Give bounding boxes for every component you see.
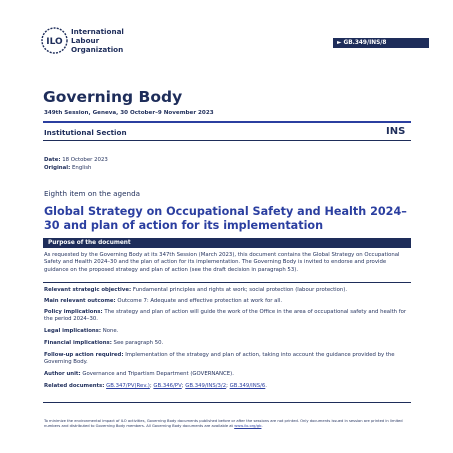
related-doc-link[interactable]: GB.346/PV [153,383,182,389]
item-label: Author unit: [44,371,81,377]
date-line [44,157,108,163]
ilo-logo [41,27,181,57]
item-value: Outcome 7: Adequate and effective protection at work for all. [117,298,283,304]
end-period: . [265,383,267,389]
item-label: Relevant strategic objective: [44,287,132,293]
related-doc-link[interactable]: GB.347/PV(Rev.) [106,383,150,389]
footer-rule [43,402,411,403]
item-label: Main relevant outcome: [44,298,116,304]
org-name: International Labour Organization [71,27,124,54]
item-label: Policy implications: [44,309,103,315]
item-follow-up [44,352,410,367]
svg-text:ILO: ILO [46,37,63,47]
item-value: Governance and Tripartism Department (GOVERNANCE). [82,371,234,377]
footer-note [44,419,410,429]
item-author-unit [44,371,410,378]
section-top-rule [43,121,411,123]
item-value: Fundamental principles and rights at work; social protection (labour protection). [132,287,348,293]
section-bottom-rule [43,140,411,141]
document-title: Global Strategy on Occupational Safety and Health 2024–30 and plan of action for its implementation [44,205,407,232]
item-related-documents [44,383,410,390]
item-strategic-objective [44,287,410,294]
item-policy-implications [44,309,410,324]
footer-link[interactable]: www.ilo.org/gb [234,424,262,428]
original-value: English [72,165,92,171]
item-label: Financial implications: [44,340,112,346]
date-label: Date: [44,157,61,163]
purpose-text: As requested by the Governing Body at its 347th Session (March 2023), this document contains the Global Strategy on Occupational Safety and Health 2024–30 and the plan of action for its implementation. The Governing Body is invited to endorse and provide guidance on the proposed strategy and plan of action (see the draft decision in paragraph 53). [44,252,400,273]
item-label: Related documents: [44,383,105,389]
session-line: 349th Session, Geneva, 30 October–9 November 2023 [44,110,214,116]
original-label: Original: [44,165,71,171]
related-doc-link[interactable]: GB.349/INS/6 [229,383,266,389]
purpose-heading: Purpose of the document [43,238,411,248]
separator: ; [181,383,186,389]
item-value: The strategy and plan of action will guide the work of the Office in the area of occupational safety and health for the period 2024–30. [44,309,407,323]
separator: ; [149,383,154,389]
purpose-rule [43,282,411,283]
footer-text: To minimize the environmental impact of ILO activities, Governing Body documents published before or after the sessions are not printed. Only documents issued in session are printed in limited numbers and distributed to Governing Body members. All Governing Body documents are available at [44,419,403,428]
section-name: Institutional Section [44,128,127,137]
item-value: None. [102,328,119,334]
date-value: 18 October 2023 [62,157,108,163]
ilo-logo-icon [41,27,68,54]
item-label: Legal implications: [44,328,101,334]
item-financial-implications [44,340,410,347]
item-value: See paragraph 50. [113,340,164,346]
document-number: ► GB.349/INS/8 [333,38,429,48]
section-code: INS [386,126,406,137]
separator: ; [226,383,230,389]
item-label: Follow-up action required: [44,352,124,358]
meeting-title: Governing Body [43,88,183,106]
item-value: Implementation of the strategy and plan of action, taking into account the guidance provided by the Governing Body. [44,352,395,366]
related-doc-link[interactable]: GB.349/INS/3/2 [185,383,227,389]
item-legal-implications [44,328,410,335]
original-line [44,165,91,171]
agenda-item: Eighth item on the agenda [44,189,141,198]
item-main-outcome [44,298,410,305]
footer-end: . [261,424,263,428]
